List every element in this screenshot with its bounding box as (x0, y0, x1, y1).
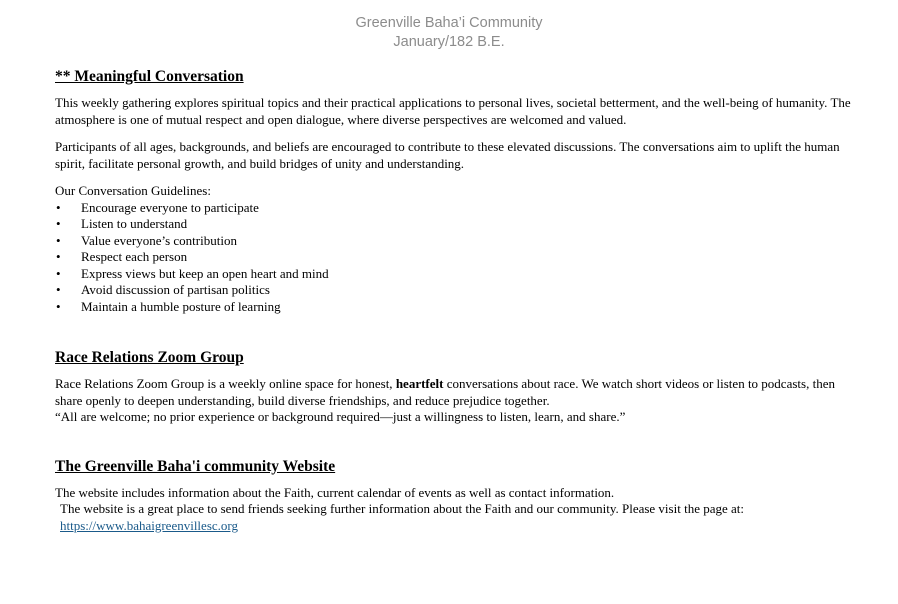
race-relations-text-start: Race Relations Zoom Group is a weekly online space for honest, (55, 376, 396, 391)
website-link[interactable]: https://www.bahaigreenvillesc.org (60, 517, 238, 533)
race-relations-text-end: conversations about race. We watch short videos or listen to podcasts, then share openly to deepen understanding, build diverse friendships, and reduce prejudice together. (55, 376, 835, 408)
website-link-line (55, 518, 865, 535)
guideline-item: • Maintain a humble posture of learning (55, 299, 865, 316)
race-relations-paragraph (55, 376, 865, 409)
meaningful-conversation-para-1: This weekly gathering explores spiritual topics and their practical applications to personal lives, societal betterment, and the well-being of humanity. The atmosphere is one of mutual respect and open dialogue, where diverse perspectives are welcomed and valued. (55, 95, 851, 127)
guideline-item: • Avoid discussion of partisan politics (55, 282, 865, 299)
meaningful-conversation-para-2: Participants of all ages, backgrounds, and beliefs are encouraged to contribute to these elevated discussions. The conversations aim to uplift the human spirit, facilitate personal growth, and build bridges of unity and understanding. (55, 139, 840, 171)
guideline-item: • Express views but keep an open heart and mind (55, 266, 865, 283)
guidelines-list (55, 200, 865, 316)
section-title-website: The Greenville Baha'i community Website (55, 457, 336, 475)
website-line-2: The website is a great place to send friends seeking further information about the Faith and our community. Please visit the page at: (60, 501, 744, 516)
race-relations-quote: “All are welcome; no prior experience or background required—just a willingness to listen, learn, and share.” (55, 409, 626, 424)
guideline-item: • Listen to understand (55, 216, 865, 233)
document-body (55, 67, 865, 534)
guideline-item: • Value everyone’s contribution (55, 233, 865, 250)
section-title-meaningful-conversation: ** Meaningful Conversation (55, 68, 244, 85)
race-relations-bold-word: heartfelt (395, 376, 444, 391)
document-header (0, 14, 898, 52)
header-date: January/182 B.E. (393, 34, 505, 50)
guidelines-title: Our Conversation Guidelines: (55, 183, 211, 198)
section-meaningful-conversation (55, 67, 865, 315)
section-race-relations (55, 348, 865, 426)
guideline-item: • Encourage everyone to participate (55, 200, 865, 217)
header-org: Greenville Baha’i Community (355, 15, 543, 31)
website-line-1: The website includes information about the Faith, current calendar of events as well as contact information. (55, 484, 615, 500)
section-website (55, 457, 865, 535)
guideline-item: • Respect each person (55, 249, 865, 266)
section-title-race-relations: Race Relations Zoom Group (55, 349, 244, 366)
